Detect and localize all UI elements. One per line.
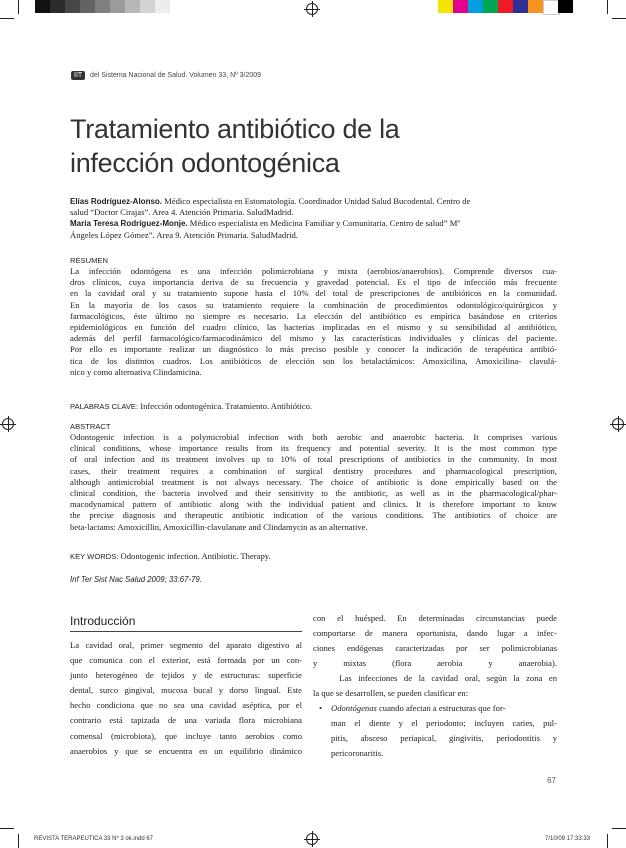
gray-swatch xyxy=(35,0,50,13)
color-swatch xyxy=(528,0,543,13)
author-1-affiliation: Médico especialista en Estomatología. Coordinador Unidad Salud Bucodental. Centro de xyxy=(162,196,471,206)
bullet-list-item xyxy=(313,701,557,761)
title-line-2: infección odontogénica xyxy=(70,148,340,178)
text-line: comportarse de manera oportunista, dando lugar a infec- xyxy=(313,628,557,639)
gray-swatch xyxy=(50,0,65,13)
key-words-text: Odontogenic infection. Antibiotic. Therapy. xyxy=(118,551,271,561)
text-line: beta-lactams: Amoxicillin, Amoxicillin-clavulanate and Clindamycin as an alternative. xyxy=(70,521,368,532)
text-line: cases, their treatment requires a combination of surgical dentistry procedures and pharmacological prescription, xyxy=(70,465,557,476)
text-line: although antimicrobial treatment is not always necessary. The choice of antibiotic is done empirically based on the xyxy=(70,476,557,487)
resumen-heading: RESUMEN xyxy=(70,256,108,265)
text-line: anaerobios y que se encuentra en un equilibrio dinámico xyxy=(70,745,302,756)
palabras-clave-label: PALABRAS CLAVE: xyxy=(70,402,139,411)
text-line: y mixtas (flora aerobia y anaerobia). xyxy=(313,658,557,669)
text-line: clinical conditions, whose importance results from its frequency and potential severity. It is the most common type xyxy=(70,443,557,454)
intro-left-column xyxy=(70,638,302,759)
text-line: man el diente y el periodonto; incluyen caries, pul- xyxy=(331,718,557,729)
color-swatch xyxy=(558,0,573,13)
text-line: Por ello es importante realizar un diagnóstico lo más preciso posible y conocer la indicación de terapéutica antibió- xyxy=(70,344,557,355)
registration-mark-right-icon xyxy=(612,418,624,430)
author-2-name: María Teresa Rodríguez-Monje. xyxy=(70,219,188,229)
text-line: junto heterogéneo de tejidos y de estructuras: superficie xyxy=(70,670,302,681)
text-line: tica de los distintos cuadros. Los antibióticos de elección son los betalactámicos: Amoxicilina, Amoxicilina- clavulá- xyxy=(70,355,557,366)
bullet-icon: • xyxy=(319,703,323,713)
text-line: Las infecciones de la cavidad oral, según la zona en xyxy=(313,673,557,684)
intro-right-column xyxy=(313,611,557,702)
text-line: La cavidad oral, primer segmento del aparato digestivo al xyxy=(70,640,302,650)
trim-mark xyxy=(612,828,626,829)
gray-swatch xyxy=(125,0,140,13)
text-line: comensal (microbiota), que incluye tanto aerobios como xyxy=(70,730,302,741)
text-line: pericoronaritis. xyxy=(331,748,384,759)
bullet-term: Odontógenas xyxy=(331,703,377,713)
registration-mark-top-icon xyxy=(306,3,318,15)
color-swatch xyxy=(513,0,528,13)
trim-mark xyxy=(612,18,626,19)
gray-swatch xyxy=(155,0,170,13)
registration-mark-bottom-icon xyxy=(306,833,318,845)
gray-swatch xyxy=(140,0,155,13)
text-line: nico y como alternativa Clindamicina. xyxy=(70,366,202,377)
color-swatch xyxy=(438,0,453,13)
gray-swatch xyxy=(80,0,95,13)
text-line: Odontogenic infection is a polymicrobial infection with both aerobic and anaerobic bacteria. It comprises various xyxy=(70,432,557,442)
gray-swatch xyxy=(65,0,80,13)
bullet-text: cuando afectan a estructuras que for- xyxy=(376,703,506,713)
text-line: la que se desarrollen, se pueden clasificar en: xyxy=(313,688,469,699)
trim-mark xyxy=(0,828,14,829)
text-line: epidemiológicos en función del cuadro clínico, las bacterias implicadas en el mismo y su sensibilidad al antibiótico, xyxy=(70,322,557,333)
text-line: además del perfil farmacológico/farmacodinámico del mismo y las características individuales y clínicas del paciente. xyxy=(70,333,557,344)
text-line: the precise diagnosis and therapeutic antibiotic indication of the various conditions. The antibiotics of choice are xyxy=(70,510,557,521)
text-line: pitis, absceso periapical, gingivitis, periodontitis y xyxy=(331,733,557,744)
text-line: dros clínicos, cuya importancia deriva de su frecuencia y gravedad potencial. Es el tipo de infección más frecuente xyxy=(70,277,557,288)
text-line: con el huésped. En determinadas circunstancias puede xyxy=(313,613,557,623)
text-line: ciones endógenas caracterizadas por ser polimicrobianas xyxy=(313,643,557,654)
gray-swatch xyxy=(110,0,125,13)
trim-mark xyxy=(607,834,608,848)
text-line: contrario está tapizada de una variada flora microbiana xyxy=(70,715,302,726)
text-line: En la mayoría de los casos su tratamiento requiere la combinación de procedimientos odontológico/quirúrgicos y xyxy=(70,299,557,310)
resumen-text xyxy=(70,266,557,378)
trim-mark xyxy=(18,0,19,14)
trim-mark xyxy=(18,834,19,848)
gray-swatch xyxy=(95,0,110,13)
text-line: farmacológicos, éste último no siempre es necesario. La elección del antibiótico es empírica basándose en criterios xyxy=(70,310,557,321)
text-line: clinical condition, the bacteria involved and their sensitivity to the antibiotic, as well as in the pharmacological/phar- xyxy=(70,488,557,499)
title-line-1: Tratamiento antibiótico de la xyxy=(70,114,400,144)
text-line: dental, surco gingival, mucosa bucal y dorso lingual. Este xyxy=(70,685,302,696)
text-line: La infección odontógena es una infección polimicrobiana y mixta (aerobios/anaerobios). Comprende diversos cua- xyxy=(70,266,557,276)
abstract-heading: ABSTRACT xyxy=(70,422,111,431)
author-1-name: Elías Rodríguez-Alonso. xyxy=(70,197,163,206)
registration-mark-left-icon xyxy=(2,418,14,430)
key-words-label: KEY WORDS: xyxy=(70,552,119,561)
text-line: que comunica con el exterior, está formada por un con- xyxy=(70,655,302,666)
print-timestamp: 7/10/09 17:33:33 xyxy=(545,836,591,842)
color-swatch xyxy=(483,0,498,13)
authors-block xyxy=(70,196,557,241)
palabras-clave-text: Infección odontogénica. Tratamiento. Antibiótico. xyxy=(138,401,313,411)
abstract-text xyxy=(70,432,557,533)
text-line: of oral infection and its treatment involves up to 10% of total prescriptions of antibiotics in the community. In most xyxy=(70,454,557,465)
author-2-affiliation: Médico especialista en Medicina Familiar y Comunitaria. Centro de salud” Mª xyxy=(187,218,460,229)
text-line: hecho condiciona que no sea una cavidad aséptica, por el xyxy=(70,700,302,711)
color-swatch xyxy=(498,0,513,13)
text-line: macodynamical pattern of antibiotic along with the individual patient and clinics. It is therefore important to know xyxy=(70,499,557,510)
key-words xyxy=(70,551,271,562)
file-slug: REVISTA TERAPEUTICA 33 Nº 3 ok.indd 67 xyxy=(34,836,154,842)
color-swatch xyxy=(453,0,468,13)
color-swatch xyxy=(468,0,483,13)
author-1-affiliation-cont: salud “Doctor Cirajas”. Area 4. Atención Primaria. SaludMadrid. xyxy=(70,207,294,218)
citation: Inf Ter Sist Nac Salud 2009; 33:67-79. xyxy=(70,575,202,584)
trim-mark xyxy=(0,18,14,19)
palabras-clave xyxy=(70,401,312,412)
journal-line: del Sistema Nacional de Salud. Volumen 33, Nº 3/2009 xyxy=(90,72,262,79)
text-line: en la cavidad oral y su tratamiento supone hasta el 10% del total de prescripciones de antibióticos en la comunidad. xyxy=(70,288,557,299)
trim-mark xyxy=(607,0,608,14)
page-number: 67 xyxy=(547,776,556,785)
journal-badge: IIT xyxy=(71,71,85,80)
intro-heading: Introducción xyxy=(70,613,302,632)
article-title xyxy=(70,112,400,180)
author-2-affiliation-cont: Ángeles López Gómez”. Area 9. Atención Primaria. SaludMadrid. xyxy=(70,229,298,240)
